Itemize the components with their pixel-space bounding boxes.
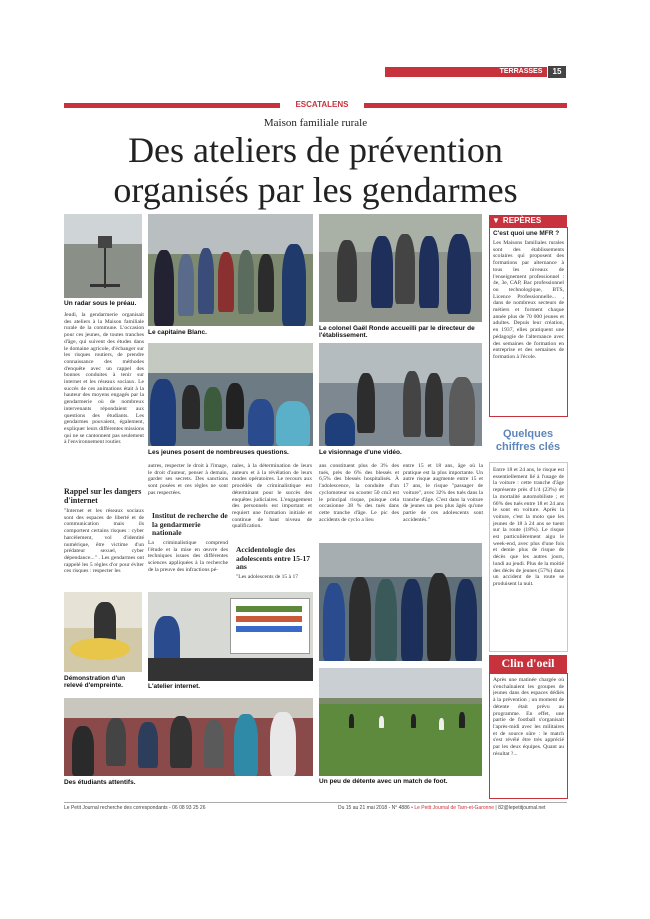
photo-captain: [148, 214, 313, 326]
caption-internet: L'atelier internet.: [148, 683, 201, 690]
caption-radar: Un radar sous le préau.: [64, 300, 137, 307]
clin-title: Clin d'oeil: [501, 656, 555, 670]
photo-radar: [64, 214, 142, 298]
footer-web: 82@lepetitjournal.net: [498, 805, 546, 811]
article-intro: Jeudi, la gendarmerie organisait des ateliers à la Maison familiale rurale de la commune. L'occasion pour ces jeunes, de toutes tranches d'âge, qui suivent des études dans le domaine agricole, d'échanger sur les risques routiers, de prendre connaissance des méthodes d'enquête avec un rappel des bonnes conduites à tenir sur internet et les réseaux sociaux. Le succès de ces animations était à la hauteur des moyens engagés par la gendarmerie où de nombreux intervenants répondaient aux questions des étudiants. Les gendarmes pouvaient, également, expliquer leurs différentes missions qui ne se cantonnent pas seulement à l'environnement routier.: [64, 312, 144, 446]
footer-dot-icon: •: [411, 805, 413, 811]
headline-line2: organisés par les gendarmes: [113, 170, 518, 210]
footer-date: Du 15 au 21 mai 2018 - N° 4886: [338, 805, 410, 811]
article-col3: nales, à la détermination de leurs auteurs et à la révélation de leurs modes opératoires. Le recours aux procédés de criminalistique est déterminant pour le succès des enquêtes judiciaires. L'engagement des personnels est important et requiert une formation initiale et continue de haut niveau de qualification.: [232, 463, 312, 530]
chiffres-title: Quelques chiffres clés: [495, 428, 561, 453]
clin-text: Après une matinée chargée où s'enchaînaient les groupes de jeunes dans des espaces dédiés à la prévention ; un moment de détente était prévu au programme. En effet, une partie de football s'organisait l'après-midi avec les militaires et de source sûre : le match s'est révélé être très apprécié par les deux équipes. Quant au résultat ?...: [493, 677, 564, 757]
subhead-institute: Institut de recherche de la gendarmerie nationale: [152, 511, 228, 537]
photo-video: [319, 343, 482, 446]
page-number: 15: [548, 66, 566, 78]
caption-questions: Les jeunes posent de nombreuses questions.: [148, 449, 289, 456]
photo-questions: [148, 343, 313, 446]
top-rule: [385, 67, 495, 77]
footer-paper: Le Petit Journal de Tarn-et-Garonne: [414, 805, 495, 811]
article-col2b: La criminalistique comprend l'étude et la mise en œuvre des techniques issues des différentes sciences appliquées à la recherche de la preuve des infractions pé-: [148, 540, 228, 573]
caption-colonel: Le colonel Gaël Ronde accueilli par le directeur de l'établissement.: [319, 325, 475, 339]
article-col4: ans constituent plus de 3% des tués, près de 6% des blessés et 6,5% des blessés hospitalisés. À l'adolescence, la conduite d'un cyclomoteur ou scooter 50 cm3 est le principal risque, puisque cela occasionne 38 % des tués dans cette tranche d'âge. Le pic des accidents de cyclo a lieu: [319, 463, 399, 523]
mfr-question: C'est quoi une MFR ?: [493, 230, 560, 237]
section-label: TERRASSES: [495, 67, 547, 77]
footer-sep: |: [495, 805, 497, 811]
headline-line1: Des ateliers de prévention: [128, 130, 503, 170]
footer-left: Le Petit Journal recherche des correspondants - 06 08 93 25 26: [64, 805, 206, 811]
reperes-header: [489, 215, 567, 227]
subhead-accidents: Accidentologie des adolescents entre 15-17 ans: [236, 545, 311, 571]
rubric-rule-left: [64, 103, 280, 108]
caption-students: Des étudiants attentifs.: [64, 779, 136, 786]
subhead-internet: Rappel sur les dangers d'internet: [64, 487, 142, 505]
photo-fingerprint: [64, 592, 142, 672]
mfr-text: Les Maisons familiales rurales sont des établissements scolaires qui proposent des formations par alternance à tous les niveaux de l'enseignement professionnel : 4e, 3e, CAP, Bac professionnel ou technologique, BTS, Licence Professionnelle... , dans de nombreux secteurs de métiers et forment chaque année plus de 70 000 jeunes et adultes. Depuis leur création, en 1937, elles pratiquent une pédagogie de l'alternance avec des semaines de formation en entreprise et des semaines de formation à l'école.: [493, 240, 564, 360]
rubric-rule-right: [364, 103, 567, 108]
caption-captain: Le capitaine Blanc.: [148, 329, 207, 336]
photo-colonel: [319, 214, 482, 322]
photo-students: [64, 698, 313, 776]
article-col3b: "Les adolescents de 15 à 17: [236, 574, 299, 580]
photo-football: [319, 668, 482, 776]
chiffres-text: Entre 18 et 24 ans, le risque est essentiellement lié à l'usage de la voiture : cette tranche d'âge représente près d'1/4 (23%) de la mortalité automobiliste ; et 66% des tués entre 18 et 24 ans le sont en voiture. Après la voiture, c'est la moto que les jeunes de 18 à 24 ans se tuent sur la route (18%). Le risque est particulièrement aigu le week-end, avec plus d'une fois et demie plus de risque de décès que les autres jours, lundi au jeudi. Plus de la moitié des décès de jeunes (57%) dans un accident de la route se produisent la nuit.: [493, 467, 564, 587]
photo-internet: [148, 592, 313, 681]
photo-group-standing: [319, 543, 482, 661]
article-col2: autres, respecter le droit à l'image, le droit d'auteur, penser à demain, garder ses secrets. Des sanctions sont posées et ces règles ne sont pas respectées.: [148, 463, 228, 496]
footer-rule: [64, 802, 567, 803]
caption-video: Le visionnage d'une vidéo.: [319, 449, 402, 456]
rubric-label: ESCATALENS: [295, 100, 349, 109]
caption-fingerprint: Démonstration d'un relevé d'empreinte.: [64, 675, 126, 689]
footer-right: [338, 805, 545, 811]
article-internet: "Internet et les réseaux sociaux sont des espaces de liberté et de communication mais ils comportent certains risques : cyber harcèlement, vol d'identité numérique, être victime d'un prédateur sexuel, cyber dépendance..." . Les gendarmes ont rappelé les 5 règles d'or pour éviter ces risques : respecter les: [64, 508, 144, 575]
caption-football: Un peu de détente avec un match de foot.: [319, 778, 448, 785]
article-col5: entre 15 et 18 ans, âge où la pratique est la plus importante. Un autre risque augmente entre 15 et 17 ans, le risque "passager de voiture", avec 32% des tués dans la tranche d'âge. C'est dans la voiture de jeunes un peu plus âgés qu'une partie de ces adolescents sont accidentés.": [403, 463, 483, 523]
kicker: Maison familiale rurale: [263, 117, 368, 129]
reperes-title: REPÈRES: [502, 216, 542, 225]
triangle-down-icon: ▼: [492, 216, 500, 225]
